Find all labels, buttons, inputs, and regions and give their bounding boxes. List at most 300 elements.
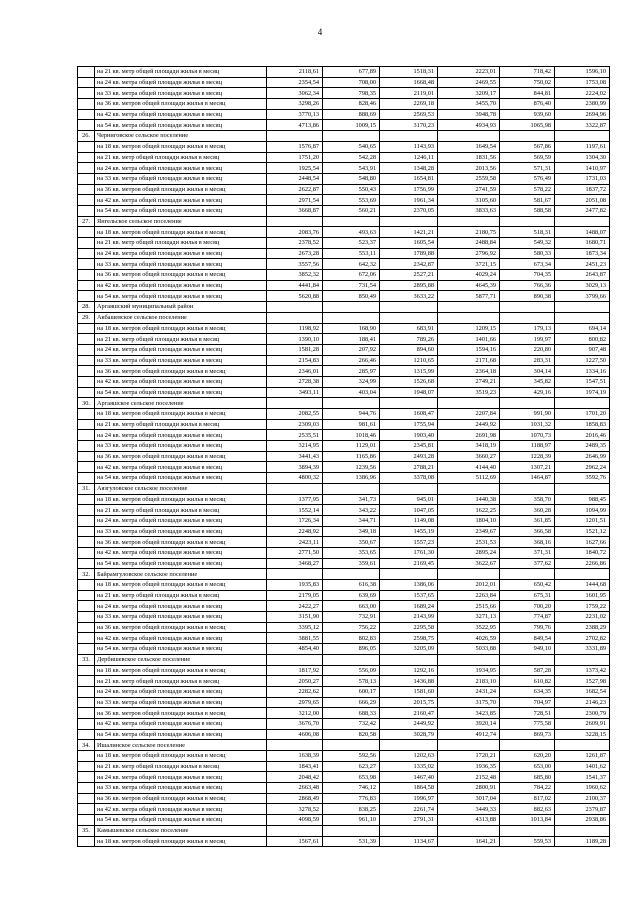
value-cell: 798,35 bbox=[323, 88, 380, 99]
value-cell: 2016,46 bbox=[555, 430, 610, 441]
value-cell: 1581,28 bbox=[267, 344, 323, 355]
value-cell: 403,04 bbox=[323, 387, 380, 398]
value-cell: 2422,27 bbox=[267, 601, 323, 612]
value-cell: 642,32 bbox=[323, 259, 380, 270]
value-cell: 1070,73 bbox=[500, 430, 555, 441]
value-cell: 817,02 bbox=[500, 793, 555, 804]
value-cell: 3881,55 bbox=[267, 633, 323, 644]
value-cell: 766,36 bbox=[500, 280, 555, 291]
value-cell bbox=[500, 483, 555, 494]
value-cell: 2146,23 bbox=[555, 697, 610, 708]
row-number bbox=[78, 173, 95, 184]
row-label: на 18 кв. метров общей площади жилья в месяц bbox=[95, 665, 267, 676]
value-cell: 3441,43 bbox=[267, 451, 323, 462]
section-row bbox=[78, 740, 610, 751]
value-cell: 663,00 bbox=[323, 601, 380, 612]
row-label: на 42 кв. метра общей площади жилья в месяц bbox=[95, 718, 267, 729]
section-row bbox=[78, 483, 610, 494]
value-cell: 718,42 bbox=[500, 67, 555, 78]
value-cell: 2741,59 bbox=[438, 184, 500, 195]
value-cell: 1596,10 bbox=[555, 67, 610, 78]
value-cell: 775,58 bbox=[500, 718, 555, 729]
value-cell bbox=[438, 302, 500, 313]
value-cell: 820,58 bbox=[323, 729, 380, 740]
row-number bbox=[78, 334, 95, 345]
value-cell: 1608,47 bbox=[380, 409, 438, 420]
row-label: на 18 кв. метров общей площади жилья в месяц bbox=[95, 141, 267, 152]
value-cell: 553,11 bbox=[323, 248, 380, 259]
value-cell: 1831,56 bbox=[438, 152, 500, 163]
row-label: Черниговское сельское поселение bbox=[95, 131, 267, 142]
row-label: на 33 кв. метра общей площади жилья в месяц bbox=[95, 259, 267, 270]
value-cell: 2224,02 bbox=[555, 88, 610, 99]
value-cell: 1755,94 bbox=[380, 419, 438, 430]
value-cell bbox=[555, 302, 610, 313]
table-row bbox=[78, 195, 610, 206]
value-cell: 944,76 bbox=[323, 409, 380, 420]
value-cell: 1239,56 bbox=[323, 462, 380, 473]
value-cell: 2154,83 bbox=[267, 355, 323, 366]
value-cell bbox=[380, 740, 438, 751]
table-row bbox=[78, 67, 610, 78]
table-row bbox=[78, 772, 610, 783]
value-cell bbox=[555, 740, 610, 751]
row-label: на 54 кв. метра общей площади жилья в месяц bbox=[95, 387, 267, 398]
value-cell: 2609,91 bbox=[555, 718, 610, 729]
table-row bbox=[78, 184, 610, 195]
value-cell: 673,34 bbox=[500, 259, 555, 270]
row-number bbox=[78, 270, 95, 281]
value-cell: 1401,62 bbox=[555, 761, 610, 772]
row-number bbox=[78, 430, 95, 441]
value-cell: 1197,61 bbox=[555, 141, 610, 152]
value-cell: 2248,92 bbox=[267, 526, 323, 537]
value-cell: 2183,10 bbox=[438, 676, 500, 687]
value-cell: 731,54 bbox=[323, 280, 380, 291]
table-row bbox=[78, 526, 610, 537]
value-cell: 1594,16 bbox=[438, 344, 500, 355]
value-cell bbox=[500, 312, 555, 323]
value-cell: 3799,66 bbox=[555, 291, 610, 302]
value-cell: 1581,60 bbox=[380, 686, 438, 697]
row-number bbox=[78, 804, 95, 815]
value-cell: 1622,25 bbox=[438, 505, 500, 516]
value-cell: 1009,15 bbox=[323, 120, 380, 131]
value-cell: 2342,87 bbox=[380, 259, 438, 270]
row-label: на 18 кв. метров общей площади жилья в месяц bbox=[95, 323, 267, 334]
value-cell: 700,20 bbox=[500, 601, 555, 612]
value-cell: 2448,54 bbox=[267, 173, 323, 184]
table-row bbox=[78, 334, 610, 345]
value-cell: 3395,12 bbox=[267, 622, 323, 633]
value-cell: 2309,03 bbox=[267, 419, 323, 430]
value-cell: 1903,40 bbox=[380, 430, 438, 441]
value-cell: 2800,91 bbox=[438, 783, 500, 794]
value-cell: 2469,55 bbox=[438, 77, 500, 88]
row-number bbox=[78, 676, 95, 687]
value-cell: 179,13 bbox=[500, 323, 555, 334]
value-cell: 3170,23 bbox=[380, 120, 438, 131]
value-cell bbox=[323, 825, 380, 836]
row-label: на 36 кв. метров общей площади жилья в месяц bbox=[95, 270, 267, 281]
value-cell bbox=[267, 131, 323, 142]
row-label: на 21 кв. метр общей площади жилья в месяц bbox=[95, 590, 267, 601]
value-cell: 1149,08 bbox=[380, 515, 438, 526]
value-cell: 199,97 bbox=[500, 334, 555, 345]
value-cell: 1948,07 bbox=[380, 387, 438, 398]
value-cell: 2971,54 bbox=[267, 195, 323, 206]
value-cell: 366,58 bbox=[500, 526, 555, 537]
value-cell bbox=[500, 216, 555, 227]
row-number bbox=[78, 184, 95, 195]
value-cell: 3770,13 bbox=[267, 109, 323, 120]
value-cell: 344,71 bbox=[323, 515, 380, 526]
value-cell: 1031,32 bbox=[500, 419, 555, 430]
value-cell: 3449,33 bbox=[438, 804, 500, 815]
value-cell: 2791,31 bbox=[380, 815, 438, 826]
section-row bbox=[78, 825, 610, 836]
row-number bbox=[78, 494, 95, 505]
value-cell bbox=[323, 483, 380, 494]
value-cell: 756,22 bbox=[323, 622, 380, 633]
value-cell bbox=[555, 398, 610, 409]
value-cell: 1421,21 bbox=[380, 227, 438, 238]
value-cell: 1552,14 bbox=[267, 505, 323, 516]
value-cell: 1960,62 bbox=[555, 783, 610, 794]
value-cell: 3298,26 bbox=[267, 99, 323, 110]
value-cell: 876,40 bbox=[500, 99, 555, 110]
section-row bbox=[78, 131, 610, 142]
row-label: Ишалинское сельское поселение bbox=[95, 740, 267, 751]
value-cell: 981,61 bbox=[323, 419, 380, 430]
table-row bbox=[78, 152, 610, 163]
value-cell: 581,67 bbox=[500, 195, 555, 206]
row-number bbox=[78, 462, 95, 473]
value-cell: 345,82 bbox=[500, 376, 555, 387]
value-cell bbox=[323, 216, 380, 227]
row-label: на 18 кв. метров общей площади жилья в месяц bbox=[95, 494, 267, 505]
value-cell: 1858,83 bbox=[555, 419, 610, 430]
value-cell: 1228,39 bbox=[500, 451, 555, 462]
table-row bbox=[78, 708, 610, 719]
value-cell: 838,25 bbox=[323, 804, 380, 815]
value-cell bbox=[438, 216, 500, 227]
value-cell: 2788,21 bbox=[380, 462, 438, 473]
value-cell: 704,35 bbox=[500, 270, 555, 281]
row-label: на 21 кв. метр общей площади жилья в месяц bbox=[95, 238, 267, 249]
value-cell: 1165,86 bbox=[323, 451, 380, 462]
row-number bbox=[78, 248, 95, 259]
value-cell: 1680,71 bbox=[555, 238, 610, 249]
table-row bbox=[78, 473, 610, 484]
value-cell: 1641,21 bbox=[438, 836, 500, 847]
value-cell: 587,28 bbox=[500, 665, 555, 676]
value-cell: 2349,67 bbox=[438, 526, 500, 537]
value-cell: 685,80 bbox=[500, 772, 555, 783]
value-cell: 2179,05 bbox=[267, 590, 323, 601]
row-number bbox=[78, 419, 95, 430]
value-cell: 1526,68 bbox=[380, 376, 438, 387]
table-row bbox=[78, 430, 610, 441]
value-cell: 732,42 bbox=[323, 718, 380, 729]
row-label: на 33 кв. метра общей площади жилья в месяц bbox=[95, 697, 267, 708]
table-row bbox=[78, 409, 610, 420]
value-cell: 4098,59 bbox=[267, 815, 323, 826]
value-cell: 1601,95 bbox=[555, 590, 610, 601]
row-number bbox=[78, 99, 95, 110]
value-cell bbox=[267, 302, 323, 313]
value-cell: 850,49 bbox=[323, 291, 380, 302]
value-cell: 2868,49 bbox=[267, 793, 323, 804]
value-cell bbox=[500, 398, 555, 409]
row-number bbox=[78, 515, 95, 526]
value-cell: 1261,87 bbox=[555, 751, 610, 762]
row-label: Аргаяшский муниципальный район bbox=[95, 302, 267, 313]
row-number bbox=[78, 590, 95, 601]
value-cell: 4144,40 bbox=[438, 462, 500, 473]
table-row bbox=[78, 676, 610, 687]
value-cell: 3228,15 bbox=[555, 729, 610, 740]
row-number: 31. bbox=[78, 483, 95, 494]
value-cell: 1307,21 bbox=[500, 462, 555, 473]
value-cell: 907,48 bbox=[555, 344, 610, 355]
row-label: Камышевское сельское поселение bbox=[95, 825, 267, 836]
row-number bbox=[78, 793, 95, 804]
value-cell: 1348,28 bbox=[380, 163, 438, 174]
table-row bbox=[78, 238, 610, 249]
value-cell: 1373,42 bbox=[555, 665, 610, 676]
value-cell: 3948,78 bbox=[438, 109, 500, 120]
value-cell bbox=[438, 569, 500, 580]
row-label: Акбашевское сельское поселение bbox=[95, 312, 267, 323]
value-cell: 3676,70 bbox=[267, 718, 323, 729]
value-cell: 543,91 bbox=[323, 163, 380, 174]
value-cell: 728,51 bbox=[500, 708, 555, 719]
value-cell: 5620,88 bbox=[267, 291, 323, 302]
value-cell bbox=[267, 569, 323, 580]
row-label: на 21 кв. метр общей площади жилья в месяц bbox=[95, 505, 267, 516]
value-cell: 2493,28 bbox=[380, 451, 438, 462]
row-number bbox=[78, 120, 95, 131]
value-cell: 1143,93 bbox=[380, 141, 438, 152]
value-cell: 1761,30 bbox=[380, 547, 438, 558]
value-cell: 2531,53 bbox=[438, 537, 500, 548]
value-cell bbox=[380, 483, 438, 494]
value-cell: 2728,38 bbox=[267, 376, 323, 387]
value-cell: 588,58 bbox=[500, 205, 555, 216]
value-cell: 945,01 bbox=[380, 494, 438, 505]
row-number: 27. bbox=[78, 216, 95, 227]
value-cell: 2388,29 bbox=[555, 622, 610, 633]
value-cell: 802,83 bbox=[323, 633, 380, 644]
row-label: на 42 кв. метра общей площади жилья в месяц bbox=[95, 633, 267, 644]
value-cell: 1873,34 bbox=[555, 248, 610, 259]
value-cell: 2231,02 bbox=[555, 612, 610, 623]
value-cell: 639,69 bbox=[323, 590, 380, 601]
value-cell: 3271,13 bbox=[438, 612, 500, 623]
value-cell: 304,14 bbox=[500, 366, 555, 377]
value-cell: 1731,03 bbox=[555, 173, 610, 184]
row-number bbox=[78, 259, 95, 270]
row-number bbox=[78, 355, 95, 366]
value-cell: 3062,34 bbox=[267, 88, 323, 99]
value-cell: 620,20 bbox=[500, 751, 555, 762]
table-row bbox=[78, 793, 610, 804]
row-number bbox=[78, 141, 95, 152]
value-cell: 2282,62 bbox=[267, 686, 323, 697]
value-cell: 571,31 bbox=[500, 163, 555, 174]
row-label: на 36 кв. метров общей площади жилья в месяц bbox=[95, 451, 267, 462]
value-cell: 1315,99 bbox=[380, 366, 438, 377]
value-cell: 653,98 bbox=[323, 772, 380, 783]
table-row bbox=[78, 622, 610, 633]
row-label: на 21 кв. метр общей площади жилья в месяц bbox=[95, 152, 267, 163]
row-label: на 33 кв. метра общей площади жилья в месяц bbox=[95, 355, 267, 366]
value-cell: 559,53 bbox=[500, 836, 555, 847]
value-cell: 285,97 bbox=[323, 366, 380, 377]
row-number bbox=[78, 815, 95, 826]
row-number bbox=[78, 409, 95, 420]
value-cell: 2300,79 bbox=[555, 708, 610, 719]
row-number bbox=[78, 291, 95, 302]
table-row bbox=[78, 558, 610, 569]
value-cell bbox=[380, 302, 438, 313]
value-cell: 1335,02 bbox=[380, 761, 438, 772]
value-cell: 1576,87 bbox=[267, 141, 323, 152]
value-cell: 1440,38 bbox=[438, 494, 500, 505]
row-label: на 54 кв. метра общей площади жилья в месяц bbox=[95, 473, 267, 484]
row-number bbox=[78, 547, 95, 558]
row-label: Дербишевское сельское поселение bbox=[95, 654, 267, 665]
value-cell bbox=[323, 398, 380, 409]
value-cell bbox=[267, 398, 323, 409]
value-cell: 1464,87 bbox=[500, 473, 555, 484]
value-cell: 2702,82 bbox=[555, 633, 610, 644]
row-number bbox=[78, 323, 95, 334]
value-cell bbox=[438, 131, 500, 142]
row-number bbox=[78, 644, 95, 655]
value-cell: 694,14 bbox=[555, 323, 610, 334]
value-cell: 5033,88 bbox=[438, 644, 500, 655]
value-cell: 1682,54 bbox=[555, 686, 610, 697]
row-number bbox=[78, 451, 95, 462]
value-cell: 1996,97 bbox=[380, 793, 438, 804]
table-row bbox=[78, 259, 610, 270]
value-cell: 1935,83 bbox=[267, 580, 323, 591]
value-cell bbox=[500, 131, 555, 142]
value-cell: 1974,19 bbox=[555, 387, 610, 398]
row-number bbox=[78, 163, 95, 174]
row-number bbox=[78, 441, 95, 452]
value-cell bbox=[438, 398, 500, 409]
value-cell: 2160,47 bbox=[380, 708, 438, 719]
value-cell: 2370,05 bbox=[380, 205, 438, 216]
row-label: на 24 кв. метра общей площади жилья в месяц bbox=[95, 77, 267, 88]
value-cell: 776,83 bbox=[323, 793, 380, 804]
row-number bbox=[78, 772, 95, 783]
value-cell: 732,91 bbox=[323, 612, 380, 623]
value-cell: 2938,86 bbox=[555, 815, 610, 826]
row-label: на 54 кв. метра общей площади жилья в месяц bbox=[95, 205, 267, 216]
value-cell: 2082,55 bbox=[267, 409, 323, 420]
value-cell: 1227,50 bbox=[555, 355, 610, 366]
value-cell: 1521,12 bbox=[555, 526, 610, 537]
value-cell: 1837,72 bbox=[555, 184, 610, 195]
value-cell: 1209,15 bbox=[438, 323, 500, 334]
value-cell: 1202,63 bbox=[380, 751, 438, 762]
value-cell: 774,87 bbox=[500, 612, 555, 623]
value-cell: 1557,23 bbox=[380, 537, 438, 548]
value-cell: 708,00 bbox=[323, 77, 380, 88]
row-number bbox=[78, 387, 95, 398]
value-cell: 3331,89 bbox=[555, 644, 610, 655]
value-cell: 4029,24 bbox=[438, 270, 500, 281]
value-cell: 2489,35 bbox=[555, 441, 610, 452]
value-cell: 1753,08 bbox=[555, 77, 610, 88]
value-cell: 1334,16 bbox=[555, 366, 610, 377]
table-row bbox=[78, 494, 610, 505]
value-cell: 666,29 bbox=[323, 697, 380, 708]
value-cell: 368,16 bbox=[500, 537, 555, 548]
value-cell: 2015,75 bbox=[380, 697, 438, 708]
value-cell: 2663,48 bbox=[267, 783, 323, 794]
value-cell: 1386,06 bbox=[380, 580, 438, 591]
table-row bbox=[78, 109, 610, 120]
value-cell: 1817,92 bbox=[267, 665, 323, 676]
row-label: на 42 кв. метра общей площади жилья в месяц bbox=[95, 462, 267, 473]
row-number bbox=[78, 751, 95, 762]
value-cell: 1701,20 bbox=[555, 409, 610, 420]
value-cell: 4912,74 bbox=[438, 729, 500, 740]
value-cell: 5877,71 bbox=[438, 291, 500, 302]
row-number bbox=[78, 612, 95, 623]
row-label: на 54 кв. метра общей площади жилья в месяц bbox=[95, 291, 267, 302]
value-cell bbox=[555, 131, 610, 142]
row-label: на 24 кв. метра общей площади жилья в месяц bbox=[95, 163, 267, 174]
value-cell bbox=[267, 825, 323, 836]
value-cell: 3852,32 bbox=[267, 270, 323, 281]
value-cell bbox=[323, 654, 380, 665]
value-cell: 1304,30 bbox=[555, 152, 610, 163]
value-cell: 548,80 bbox=[323, 173, 380, 184]
value-cell: 1759,22 bbox=[555, 601, 610, 612]
table-row bbox=[78, 515, 610, 526]
row-number: 34. bbox=[78, 740, 95, 751]
value-cell: 2261,74 bbox=[380, 804, 438, 815]
row-label: на 54 кв. метра общей площади жилья в месяц bbox=[95, 644, 267, 655]
value-cell: 361,85 bbox=[500, 515, 555, 526]
value-cell: 3423,85 bbox=[438, 708, 500, 719]
row-label: на 21 кв. метр общей площади жилья в месяц bbox=[95, 67, 267, 78]
value-cell: 2559,58 bbox=[438, 173, 500, 184]
row-label: на 24 кв. метра общей площади жилья в месяц bbox=[95, 772, 267, 783]
value-cell: 600,17 bbox=[323, 686, 380, 697]
value-cell: 2266,86 bbox=[555, 558, 610, 569]
value-cell: 2673,28 bbox=[267, 248, 323, 259]
value-cell: 1047,05 bbox=[380, 505, 438, 516]
row-number: 33. bbox=[78, 654, 95, 665]
value-cell: 2646,99 bbox=[555, 451, 610, 462]
row-number bbox=[78, 558, 95, 569]
value-cell: 1936,35 bbox=[438, 761, 500, 772]
value-cell: 3214,95 bbox=[267, 441, 323, 452]
value-cell: 324,99 bbox=[323, 376, 380, 387]
value-cell: 2051,08 bbox=[555, 195, 610, 206]
value-cell bbox=[555, 312, 610, 323]
row-label: на 33 кв. метра общей площади жилья в месяц bbox=[95, 783, 267, 794]
value-cell: 2749,21 bbox=[438, 376, 500, 387]
value-cell bbox=[438, 483, 500, 494]
